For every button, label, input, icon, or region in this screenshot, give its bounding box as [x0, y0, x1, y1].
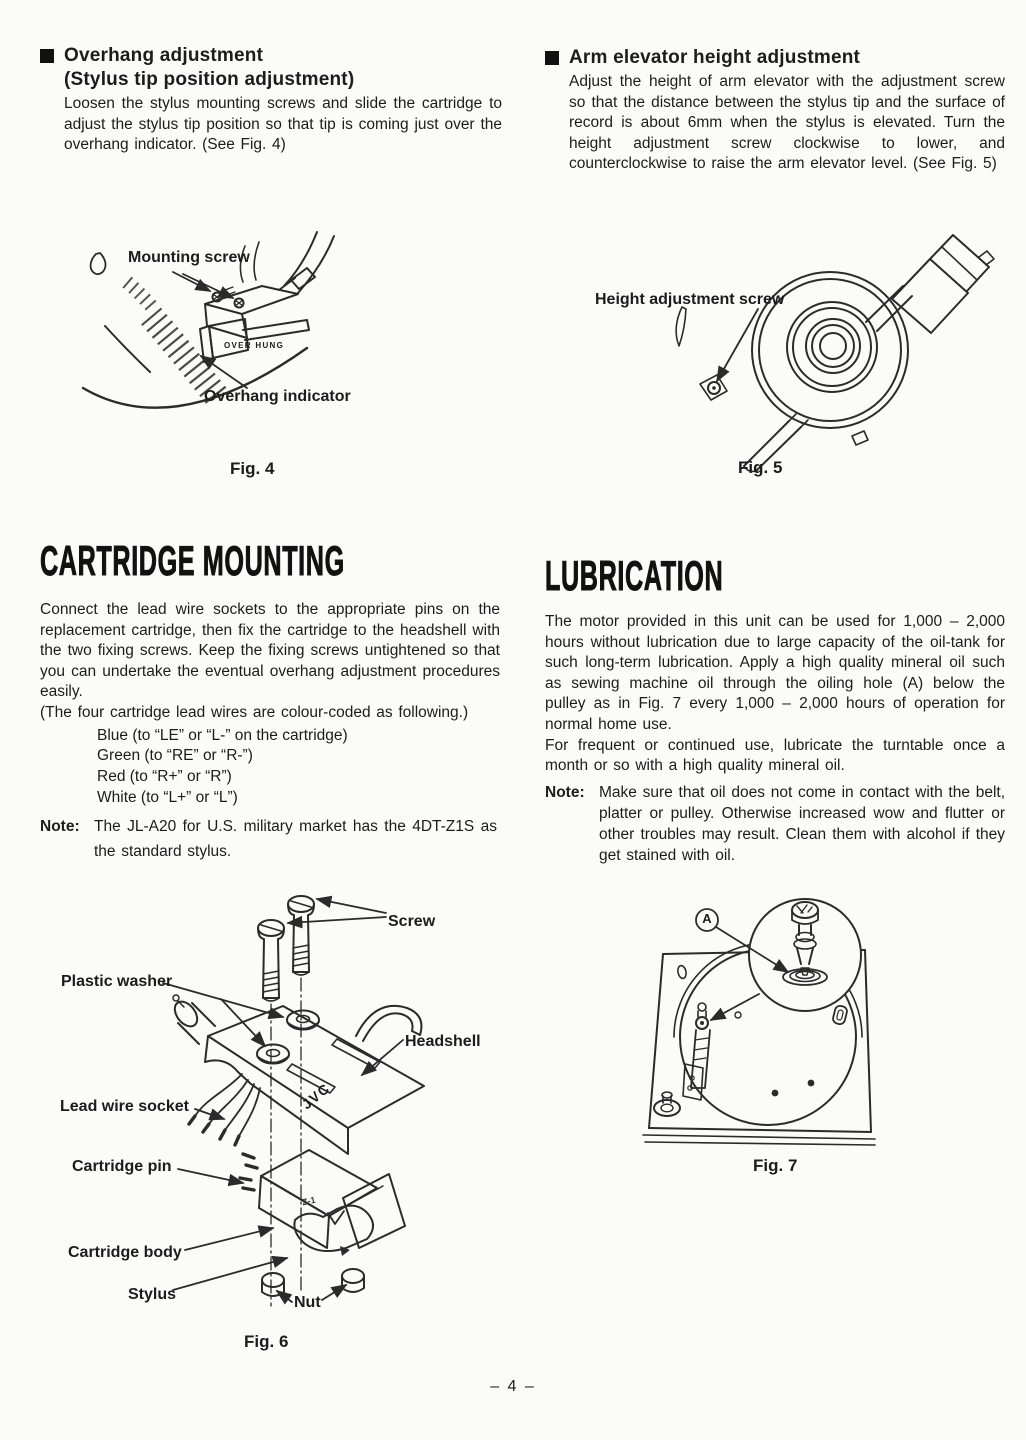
arm-elevator-heading: Arm elevator height adjustment: [569, 47, 861, 68]
fig4-cartridge-overhang-drawing: [55, 230, 465, 470]
note-label: Note:: [545, 783, 585, 801]
lead-wire-color-list: [40, 726, 500, 809]
note-text: The JL-A20 for U.S. military market has the 4DT-Z1S as the standard stylus.: [94, 817, 497, 860]
fig5-arm-base-drawing: [590, 233, 1010, 473]
fig5-height-screw-label: Height adjustment screw: [595, 291, 785, 308]
wire-color-red: Red (to “R+” or “R”): [97, 768, 232, 786]
lubrication-para1: The motor provided in this unit can be used for 1,000 – 2,000 hours without lubrication due to large capacity of the oil-tank for such long-term lubrication. Apply a high quality mineral oil such as sewing machine oil through the oiling hole (A) below the pulley as in Fig. 7 every 1,000 – 2,000 hours of operation for normal home use.: [545, 613, 1005, 733]
section-bullet: [545, 51, 559, 65]
lubrication-para2: For frequent or continued use, lubricate the turntable once a month or so with a high quality mineral oil.: [545, 736, 1005, 775]
fig7-point-a-label: A: [702, 911, 712, 926]
fig6-plastic-washer-label: Plastic washer: [61, 973, 173, 990]
fig6-screw-label: Screw: [388, 913, 436, 930]
cartridge-mounting-para1: Connect the lead wire sockets to the appropriate pins on the replacement cartridge, then fix the cartridge to the headshell with the two fixing screws. Keep the fixing screws untightened so that you can undertake the eventual overhang adjustment procedures easily.: [40, 601, 500, 701]
fig4-over-hung-mark: OVER HUNG: [224, 341, 285, 350]
cartridge-mounting-text: [40, 600, 500, 864]
fig7-chassis-oiling-drawing: [625, 880, 1020, 1150]
cartridge-note: [40, 814, 500, 864]
fig6-nut-label: Nut: [294, 1294, 321, 1311]
fig6-caption: Fig. 6: [244, 1332, 289, 1351]
fig4-overhang-indicator-label: Overhang indicator: [204, 388, 351, 405]
section-bullet: [40, 49, 54, 63]
fig6-cartridge-body-label: Cartridge body: [68, 1244, 182, 1261]
fig6-stylus-label: Stylus: [128, 1286, 177, 1303]
lubrication-title: LUBRICATION: [545, 552, 724, 599]
wire-color-white: White (to “L+” or “L”): [97, 788, 238, 806]
note-label: Note:: [40, 817, 80, 835]
cartridge-mounting-para2: (The four cartridge lead wires are colour-coded as following.): [40, 703, 469, 721]
lubrication-note: [545, 782, 1005, 866]
fig6-model-mark: Z-1: [301, 1194, 317, 1208]
fig5-caption: Fig. 5: [738, 458, 783, 477]
fig6-jvc-logo: JVC: [298, 1079, 334, 1113]
fig4-mounting-screw-label: Mounting screw: [128, 249, 250, 266]
note-text: Make sure that oil does not come in contact with the belt, platter or pulley. Otherwise increased wow and flutter or other troubles may result. Clean them with alcohol if they get stained with oil.: [599, 783, 1005, 864]
overhang-body: Loosen the stylus mounting screws and slide the cartridge to adjust the stylus tip position so that tip is coming just over the overhang indicator. (See Fig. 4): [64, 95, 502, 154]
wire-color-green: Green (to “RE” or “R-”): [97, 747, 253, 765]
fig7-caption: Fig. 7: [753, 1156, 798, 1175]
fig6-headshell-label: Headshell: [405, 1033, 481, 1050]
fig6-cartridge-pin-label: Cartridge pin: [72, 1158, 172, 1175]
wire-color-blue: Blue (to “LE” or “L-” on the cartridge): [97, 726, 348, 744]
fig4-caption: Fig. 4: [230, 459, 275, 478]
page-number: – 4 –: [490, 1378, 536, 1395]
fig6-lead-wire-socket-label: Lead wire socket: [60, 1098, 189, 1115]
cartridge-mounting-title: CARTRIDGE MOUNTING: [40, 537, 345, 584]
arm-elevator-body: Adjust the height of arm elevator with the adjustment screw so that the distance between the stylus tip and the surface of record is about 6mm when the stylus is elevated. Turn the height adjustment screw clockwise to lower, and counterclockwise to raise the arm elevator level. (See Fig. 5): [569, 73, 1005, 173]
lubrication-text: [545, 612, 1005, 866]
overhang-heading-line1: Overhang adjustment: [64, 45, 264, 66]
overhang-heading-line2: (Stylus tip position adjustment): [64, 69, 355, 90]
